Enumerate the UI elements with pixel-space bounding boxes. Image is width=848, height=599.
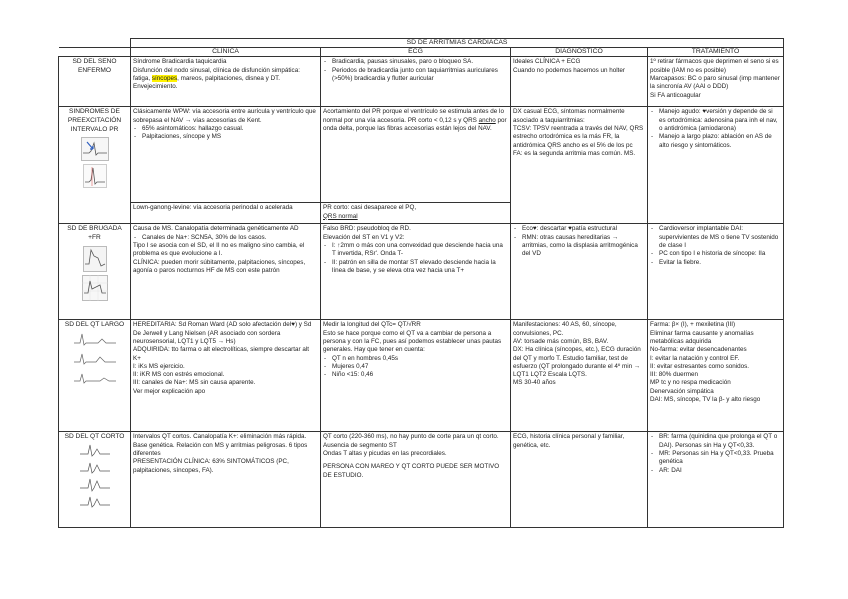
cell-qtcorto-clinica [131, 432, 321, 528]
text-line: Medir la longitud del QTc= QT/√RR [323, 321, 421, 329]
cell-preex-tratamiento [648, 107, 784, 224]
list-item: - I: ↑2mm o más con una convexidad que desciende hacia una T invertida, RSr'. Onda T- [332, 242, 508, 259]
row-label-line: SD DEL SENO [72, 58, 117, 66]
text-line: Eliminar farma causante y anomalías metabólicas adquirida [650, 329, 754, 345]
row-label-qt-corto [59, 432, 131, 528]
cell-brugada-tratamiento [648, 224, 784, 320]
text-line: Causa de MS. Canalopatía determinada genéticamente AD [133, 225, 299, 233]
ecg-thumbnail-long-qt-1 [74, 331, 116, 349]
list-item [659, 108, 781, 133]
list-item: - II: patrón en silla de montar ST elevado desciende hacia la línea de base, y se eleva otra vez hacia una T+ [332, 259, 508, 276]
text-line: PR corto: casi desaparece el PQ, [323, 204, 417, 212]
text-line: Disfunción del nodo sinusal, clínica de disfunción simpática: fatiga, [133, 66, 300, 82]
row-label-seno [59, 57, 131, 107]
list-item: - Cardioversor implantable DAI: supervivientes de MS o tiene TV sostenido de clase I [659, 225, 781, 250]
text-line: III: canales de Na+: MS sin causa aparente. [133, 379, 256, 387]
text-line: por onda delta, porque las fibras accesorias están lejos del NAV. [323, 116, 507, 132]
row-label-line: SD DE BRUGADA [67, 225, 122, 233]
table-row [59, 432, 784, 528]
text-line: Marcapasos: BC o paro sinusal (imp mantener la sincronía AV (AAI o DDD) [650, 74, 780, 91]
heart-icon: ♥ [291, 321, 295, 329]
row-label-line: SD DEL QT LARGO [64, 321, 125, 329]
table-row [59, 57, 784, 107]
text-line: PERSONA CON MAREO Y QT CORTO PUEDE SER MOTIVO DE ESTUDIO. [323, 463, 500, 479]
text-line: Tipo I se asocia con el SD, el II no es maligno sino cambia, el problema es que evolucione a I. [133, 241, 305, 258]
cell-qtcorto-diagnostico [511, 432, 648, 528]
list-item: - Manejo a largo plazo: ablación en AS de alto riesgo y sintomáticos. [659, 133, 781, 150]
col-header-diagnostico: DIAGNÓSTICO [511, 48, 648, 57]
underlined-term: QRS normal [323, 212, 358, 220]
ecg-thumbnail-short-pr [83, 164, 107, 188]
text-line: Cuando no podemos hacemos un holter [513, 66, 626, 74]
list-item: - RMN: otras causas hereditarias → arritmias, como la displasia arritmogénica del VD [522, 234, 645, 259]
text-line: DAI: MS, síncope, TV la β- y alto riesgo [650, 395, 761, 403]
list-item: - QT n en hombres 0,45s [332, 355, 508, 363]
text-line: PRESENTACIÓN CLÍNICA: 63% SINTOMÁTICOS (PC, palpitaciones, síncopes, FA). [133, 458, 289, 474]
text-line: MS 30-40 años [513, 379, 556, 387]
cell-qtlargo-ecg [321, 320, 511, 432]
table-row [59, 107, 784, 203]
text-line: I: iKs MS ejercicio. [133, 362, 185, 370]
text-line: CLÍNICA: pueden morir súbitamente, palpitaciones, síncopes, agonía o paros nocturnos HF de MS con este patrón [133, 258, 306, 274]
text-line: Clásicamente WPW: vía accesoria entre aurícula y ventrículo que sobrepasa el NAV → vías accesorias de Kent. [133, 108, 316, 124]
cell-brugada-diagnostico [511, 224, 648, 320]
cell-qtcorto-tratamiento [648, 432, 784, 528]
text-line: FA: es la segunda arritmia mas común. MS. [513, 149, 636, 157]
text-line: Manifestaciones: 40 AS, 60, síncope, convulsiones, PC. [513, 321, 617, 337]
list-item: - PC con tipo I e historia de síncope: IIa [659, 250, 781, 258]
text-line: DX: Ha clínica (síncopes, etc.), ECG duración del QT y morfo T. Estudio familiar, test de esfuerzo (QT prolongado durante el 4º min → LQT1 LQT2 Escala LQTS. [513, 346, 641, 379]
list-item: - Palpitaciones, síncope y MS [142, 133, 318, 141]
list-item: - AR: DAI [659, 467, 781, 475]
list-item: - Evitar la fiebre. [659, 259, 781, 267]
list-item: - 65% asintomáticos: hallazgo casual. [142, 125, 318, 133]
corner-cell [59, 39, 131, 48]
row-label-line: +FR [88, 234, 101, 242]
row-label-line: ENFERMO [78, 67, 111, 75]
list-item [522, 225, 645, 233]
text-line: ADQUIRIDA: tto farma o alt electrolíticas, siempre descartar alt K+ [133, 346, 310, 362]
list-item: - Mujeres 0,47 [332, 363, 508, 371]
text-line: : descartar [536, 225, 567, 233]
text-line: patía estructural [571, 225, 618, 233]
cell-seno-ecg [321, 57, 511, 107]
col-header-tratamiento: TRATAMIENTO [648, 48, 784, 57]
row-label-line: SINDROMES DE [69, 108, 120, 116]
text-line: DX casual ECG, síntomas normalmente asociado a taquiarritmias: [513, 108, 625, 124]
list-item: - Bradicardia, pausas sinusales, paro o bloqueo SA. [332, 58, 508, 66]
text-line: versión y depende de si es ortodrómica: adenosina para inh el nav, o antidrómica (amiodarona) [659, 108, 778, 132]
corner-cell [59, 48, 131, 57]
text-line: Síndrome Bradicardia taquicardia [133, 58, 227, 66]
ecg-thumbnail-delta-wave [81, 137, 109, 161]
text-line: Esto se hace porque como el QT va a cambiar de persona a persona y con la FC, pues así podemos establecer unas pautas generales. Hay que tener en cuenta: [323, 329, 502, 354]
list-item: - BR: farma (quinidina que prolonga el QT o DAI). Personas sin Ha y QT<0,33. [659, 433, 781, 450]
arritmias-table-sheet [58, 38, 783, 528]
col-header-clinica: CLÍNICA [131, 48, 321, 57]
text-line: AV: torsade más común, BS, BAV. [513, 337, 609, 345]
text-line: 1º retirar fármacos que deprimen el seno si es posible (IAM no es posible) [650, 58, 779, 74]
cell-seno-tratamiento [648, 57, 784, 107]
heart-icon: ♥ [702, 108, 707, 116]
table-row [59, 320, 784, 432]
text-line: Ver mejor explicación apo [133, 387, 206, 395]
text-line: , mareos, palpitaciones, disnea y DT. Envejecimiento. [133, 74, 281, 91]
row-label-brugada [59, 224, 131, 320]
highlighted-term: síncopes [151, 74, 178, 82]
text-line: ) y Sd De Jerwell y Lang Nielsen (AR asociado con sordera neurosensorial, LQT1 y LQT5 → Hs) [133, 321, 312, 345]
cell-seno-clinica [131, 57, 321, 107]
row-label-line: PREEXCITACIÓN [67, 117, 122, 125]
cell-qtlargo-tratamiento [648, 320, 784, 432]
row-label-qt-largo [59, 320, 131, 432]
text-line: Ondas T altas y picudas en las precordiales. [323, 449, 447, 457]
table-row [59, 224, 784, 320]
arritmias-table [58, 38, 784, 528]
text-line: ECG, historia clínica personal y familiar, genética, etc. [513, 433, 625, 449]
heart-icon: ♥ [568, 225, 572, 233]
ecg-thumbnail-short-qt-4 [80, 494, 110, 510]
list-item: - MR: Personas sin Ha y QT<0,33. Prueba genética [659, 450, 781, 467]
row-label-line: SD DEL QT CORTO [64, 433, 125, 441]
cell-qtlargo-diagnostico [511, 320, 648, 432]
underlined-term: ancho [478, 116, 496, 124]
text-line: Eco [522, 225, 533, 233]
text-line: Farma: β× (I), + mexiletina (III) [650, 321, 736, 329]
list-item: - Niño <15: 0,46 [332, 371, 508, 379]
text-line: Denervación simpática [650, 387, 714, 395]
text-line: Si FA anticoagular [650, 91, 701, 99]
cell-lgl-clinica: Lown-ganong-levine: vía accesoria perinodal o acelerada [131, 203, 321, 224]
heart-icon: ♥ [532, 225, 537, 233]
cell-preex-ecg [321, 107, 511, 203]
text-line: II: iKR MS con estrés emocional. [133, 371, 225, 379]
cell-lgl-ecg [321, 203, 511, 224]
ecg-thumbnail-short-qt-3 [80, 477, 110, 493]
ecg-thumbnail-long-qt-2 [74, 350, 116, 368]
list-item: - Periodos de bradicardia junto con taquiarritmias auriculares (>50%) bradicardia y flutter auricular [332, 67, 508, 84]
ecg-thumbnail-short-qt-2 [80, 460, 110, 476]
cell-brugada-ecg [321, 224, 511, 320]
text-line: Elevación del ST en V1 y V2: [323, 233, 405, 241]
text-line: II: evitar estresantes como sonidos. [650, 362, 750, 370]
table-title: SD DE ARRITMIAS CARDIACAS [131, 39, 784, 48]
cell-brugada-clinica [131, 224, 321, 320]
list-item: - Canales de Na+: SCN5A, 30% de los casos. [142, 234, 318, 242]
text-line: Manejo agudo: [659, 108, 703, 116]
cell-preex-diagnostico [511, 107, 648, 224]
text-line: HEREDITARIA: Sd Roman Ward (AD solo afectación del [133, 321, 292, 329]
text-line: MP tc y no respa medicación [650, 379, 731, 387]
text-line: QT corto (220-360 ms), no hay punto de corte para un qt corto. [323, 433, 499, 441]
cell-qtcorto-ecg [321, 432, 511, 528]
text-line: No-farma: evitar desencadenantes [650, 346, 747, 354]
text-line: Ausencia de segmento ST [323, 441, 397, 449]
col-header-ecg: ECG [321, 48, 511, 57]
cell-qtlargo-clinica [131, 320, 321, 432]
text-line: Falso BRD: pseudobloq de RD. [323, 225, 411, 233]
ecg-thumbnail-long-qt-3 [74, 369, 116, 387]
text-line: I: evitar la natación y control EF. [650, 354, 740, 362]
text-line: Intervalos QT cortos. Canalopatía K+: eliminación más rápida. Base genética. Relación con MS y arritmias peligrosas. 6 tipos diferentes [133, 433, 308, 457]
ecg-thumbnail-short-qt-1 [80, 443, 110, 459]
ecg-thumbnail-brugada-type1 [83, 246, 107, 272]
text-line: III: 80% duermen [650, 371, 698, 379]
text-line: Ideales CLÍNICA + ECG [513, 58, 581, 66]
cell-seno-diagnostico [511, 57, 648, 107]
ecg-thumbnail-brugada-type2 [82, 275, 108, 301]
cell-preex-clinica [131, 107, 321, 203]
row-label-preexcitacion [59, 107, 131, 224]
text-line: Acortamiento del PR porque el ventrículo se estimula antes de lo normal por una vía accesoria. PR corto < 0,12 s y QRS [323, 108, 504, 124]
row-label-line: INTERVALO PR [70, 125, 119, 133]
text-line: TCSV: TPSV reentrada a través del NAV, QRS estrecho ortodrómica es la más FR, la antidrómica QRS ancho es el 5% de los pc [513, 124, 644, 149]
